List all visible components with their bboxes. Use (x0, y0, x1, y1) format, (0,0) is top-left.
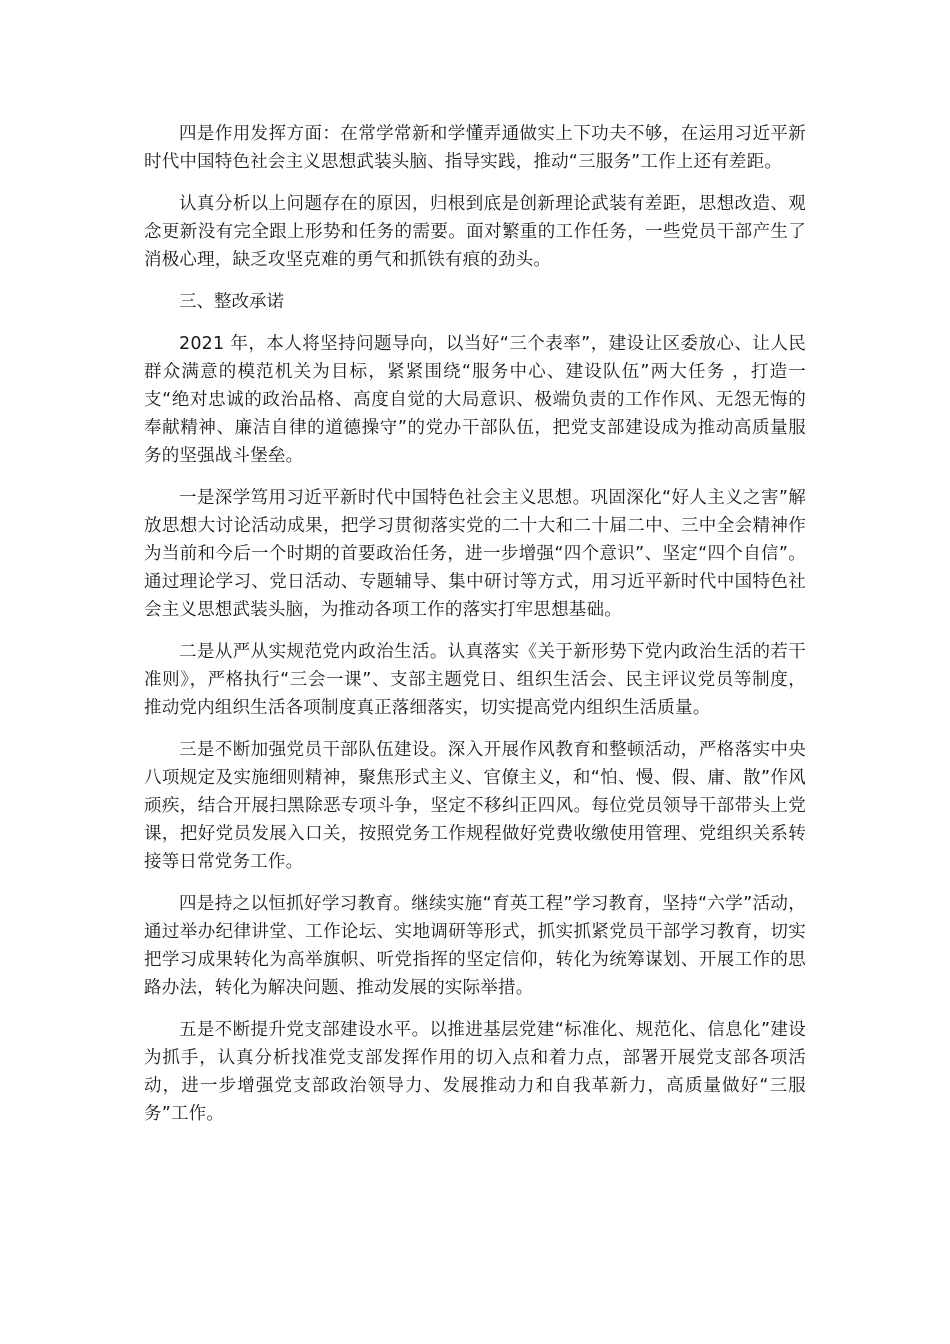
document-page (144, 120, 806, 1142)
paragraph-item-one: 一是深学笃用习近平新时代中国特色社会主义思想。巩固深化“好人主义之害”解放思想大讨论活动成果，把学习贯彻落实党的二十大和二十届二中、三中全会精神作为当前和今后一个时期的首要政治任务，进一步增强“四个意识”、坚定“四个自信”。通过理论学习、党日活动、专题辅导、集中研讨等方式，用习近平新时代中国特色社会主义思想武装头脑，为推动各项工作的落实打牢思想基础。 (144, 488, 806, 620)
section-heading-rectification: 三、整改承诺 (179, 292, 284, 312)
paragraph-cause-analysis: 认真分析以上问题存在的原因，归根到底是创新理论武装有差距，思想改造、观念更新没有完全跟上形势和任务的需要。面对繁重的工作任务，一些党员干部产生了消极心理，缺乏攻坚克难的勇气和抓铁有痕的劲头。 (144, 194, 806, 270)
paragraph-item-five: 五是不断提升党支部建设水平。以推进基层党建“标准化、规范化、信息化”建设为抓手，认真分析找准党支部发挥作用的切入点和着力点，部署开展党支部各项活动，进一步增强党支部政治领导力、发展推动力和自我革新力，高质量做好“三服务”工作。 (144, 1020, 806, 1124)
paragraph-role-performance: 四是作用发挥方面：在常学常新和学懂弄通做实上下功夫不够，在运用习近平新时代中国特色社会主义思想武装头脑、指导实践，推动“三服务”工作上还有差距。 (144, 124, 806, 172)
paragraph-2021-commitment: 2021 年，本人将坚持问题导向，以当好“三个表率”，建设让区委放心、让人民群众满意的模范机关为目标，紧紧围绕“服务中心、建设队伍”两大任务 ，打造一支“绝对忠诚的政治品格、高度自觉的大局意识、极端负责的工作作风、无怨无悔的奉献精神、廉洁自律的道德操守”的党办干部队伍，把党支部建设成为推动高质量服务的坚强战斗堡垒。 (144, 334, 806, 466)
paragraph-item-four: 四是持之以恒抓好学习教育。继续实施“育英工程”学习教育，坚持“六学”活动，通过举办纪律讲堂、工作论坛、实地调研等形式，抓实抓紧党员干部学习教育，切实把学习成果转化为高举旗帜、听党指挥的坚定信仰，转化为统筹谋划、开展工作的思路办法，转化为解决问题、推动发展的实际举措。 (144, 894, 806, 998)
paragraph-item-two: 二是从严从实规范党内政治生活。认真落实《关于新形势下党内政治生活的若干准则》，严格执行“三会一课”、支部主题党日、组织生活会、民主评议党员等制度，推动党内组织生活各项制度真正落细落实，切实提高党内组织生活质量。 (144, 642, 806, 718)
paragraph-item-three: 三是不断加强党员干部队伍建设。深入开展作风教育和整顿活动，严格落实中央八项规定及实施细则精神，聚焦形式主义、官僚主义，和“怕、慢、假、庸、散”作风顽疾，结合开展扫黑除恶专项斗争，坚定不移纠正四风。每位党员领导干部带头上党课，把好党员发展入口关，按照党务工作规程做好党费收缴使用管理、党组织关系转接等日常党务工作。 (144, 740, 806, 872)
